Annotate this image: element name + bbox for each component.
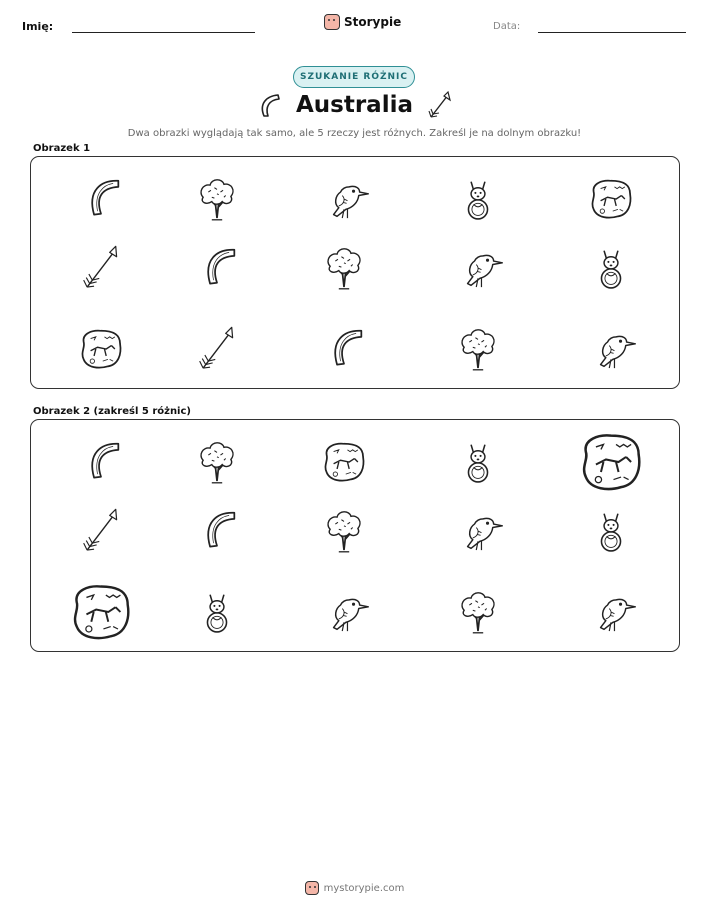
picture-1-panel — [30, 156, 680, 389]
rock-art-icon[interactable] — [65, 576, 138, 649]
brand-logo — [324, 14, 401, 30]
footer — [0, 881, 709, 895]
kookaburra-icon[interactable] — [452, 505, 504, 557]
tree-icon — [191, 173, 243, 225]
kookaburra-icon — [452, 242, 504, 294]
title-arrow-icon — [427, 90, 453, 120]
date-field[interactable] — [538, 32, 686, 33]
boomerang-icon[interactable] — [75, 436, 127, 488]
kangaroo-icon[interactable] — [585, 505, 637, 557]
kookaburra-icon — [318, 173, 370, 225]
name-label: Imię: — [22, 20, 54, 33]
rock-art-icon — [585, 173, 637, 225]
brand-name: Storypie — [344, 15, 402, 29]
date-label: Data: — [493, 21, 521, 32]
tree-icon[interactable] — [318, 505, 370, 557]
tree-icon — [318, 242, 370, 294]
tree-icon — [452, 323, 504, 375]
rock-art-icon — [75, 323, 127, 375]
picture-2-label: Obrazek 2 (zakreśl 5 różnic) — [33, 406, 191, 417]
instructions: Dwa obrazki wyglądają tak samo, ale 5 rzeczy jest różnych. Zakreśl je na dolnym obrazku! — [127, 128, 582, 139]
arrow-icon — [191, 323, 243, 375]
boomerang-icon[interactable] — [191, 505, 243, 557]
kangaroo-icon[interactable] — [452, 436, 504, 488]
kangaroo-icon[interactable] — [191, 586, 243, 638]
arrow-icon — [75, 242, 127, 294]
kookaburra-icon[interactable] — [585, 586, 637, 638]
boomerang-icon — [75, 173, 127, 225]
worksheet-type-badge: SZUKANIE RÓŻNIC — [293, 66, 415, 88]
picture-1-label: Obrazek 1 — [33, 143, 91, 154]
storypie-logo-icon — [305, 881, 319, 895]
boomerang-icon — [318, 323, 370, 375]
rock-art-icon[interactable] — [318, 436, 370, 488]
tree-icon[interactable] — [191, 436, 243, 488]
kookaburra-icon — [585, 323, 637, 375]
tree-icon[interactable] — [452, 586, 504, 638]
kookaburra-icon[interactable] — [318, 586, 370, 638]
kangaroo-icon — [452, 173, 504, 225]
rock-art-icon[interactable] — [573, 424, 648, 499]
name-field[interactable] — [72, 32, 255, 33]
arrow-icon[interactable] — [75, 505, 127, 557]
footer-url[interactable]: mystorypie.com — [323, 882, 405, 894]
kangaroo-icon — [585, 242, 637, 294]
storypie-logo-icon — [324, 14, 340, 30]
boomerang-icon — [191, 242, 243, 294]
picture-2-panel[interactable] — [30, 419, 680, 652]
page-title: Australia — [295, 92, 413, 118]
